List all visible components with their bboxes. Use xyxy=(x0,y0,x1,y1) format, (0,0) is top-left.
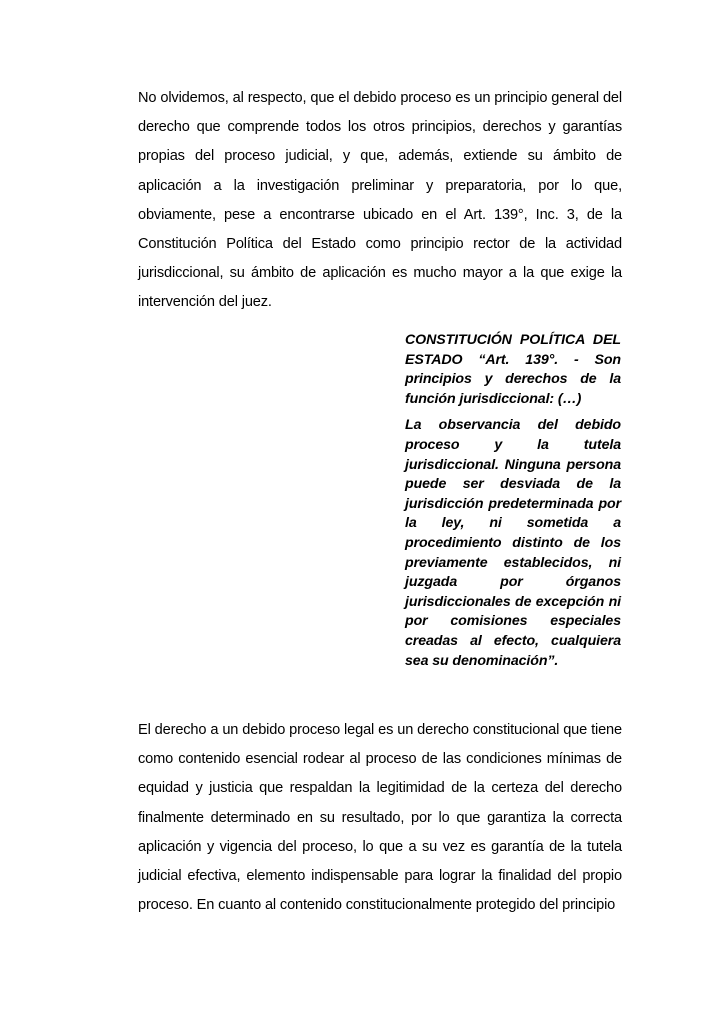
body-paragraph-1: No olvidemos, al respecto, que el debido proceso es un principio general del derecho que comprende todos los otros principios, derechos y garantías propias del proceso judicial, y que, además, extiende su ámbito de aplicación a la investigación preliminar y preparatoria, por lo que, obviamente, pese a encontrarse ubicado en el Art. 139°, Inc. 3, de la Constitución Política del Estado como principio rector de la actividad jurisdiccional, su ámbito de aplicación es mucho mayor a la que exige la intervención del juez. xyxy=(138,90,622,311)
quote-body: La observancia del debido proceso y la tutela jurisdiccional. Ninguna persona puede ser desviada de la jurisdicción predeterminada por la ley, ni sometida a procedimiento distinto de los previamente establecidos, ni juzgada por órganos jurisdiccionales de excepción ni por comisiones especiales creadas al efecto, cualquiera sea su denominación”. xyxy=(405,417,621,669)
body-paragraph-2: El derecho a un debido proceso legal es un derecho constitucional que tiene como contenido esencial rodear al proceso de las condiciones mínimas de equidad y justicia que respaldan la legitimidad de la certeza del derecho finalmente determinado en su resultado, por lo que garantiza la correcta aplicación y vigencia del proceso, lo que a su vez es garantía de la tutela judicial efectiva, elemento indispensable para lograr la finalidad del propio proceso. En cuanto al contenido constitucionalmente protegido del principio xyxy=(138,722,622,914)
constitution-quote-block xyxy=(405,331,621,671)
quote-heading: CONSTITUCIÓN POLÍTICA DEL ESTADO “Art. 139°. - Son principios y derechos de la función jurisdiccional: (…) xyxy=(405,332,621,407)
